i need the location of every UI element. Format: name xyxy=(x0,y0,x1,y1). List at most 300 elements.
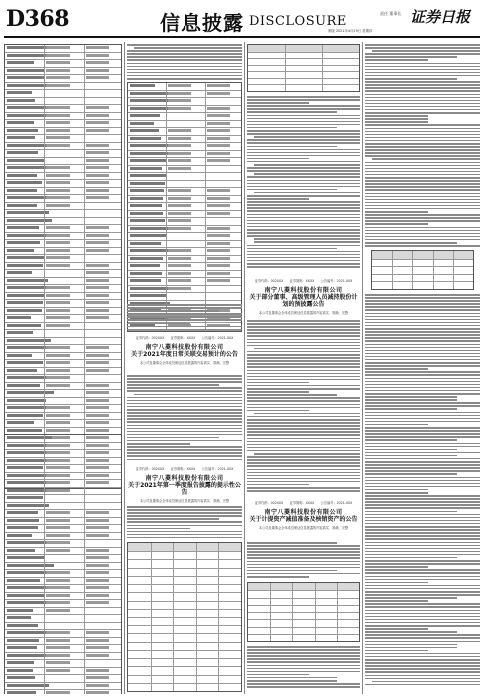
column-divider xyxy=(244,42,245,694)
text-line xyxy=(365,303,480,305)
table-cell xyxy=(86,114,110,117)
text-line xyxy=(365,239,480,241)
announcement-statement: 本公司及董事会全体成员保证信息披露的内容真实、准确、完整 xyxy=(139,361,230,365)
text-line xyxy=(247,545,360,547)
text-line xyxy=(365,347,480,349)
table-cell xyxy=(207,129,230,132)
table-cell xyxy=(46,654,70,657)
text-line xyxy=(127,329,242,331)
table-cell xyxy=(7,526,38,529)
table-cell xyxy=(46,256,70,259)
table-cell xyxy=(7,196,47,199)
table-cell xyxy=(46,69,70,72)
text-line xyxy=(365,529,480,531)
table-cell xyxy=(7,354,32,357)
text-line xyxy=(365,408,457,410)
table-cell xyxy=(7,639,39,642)
table-cell xyxy=(7,376,49,379)
table-row xyxy=(5,68,121,76)
table-cell xyxy=(86,646,110,649)
text-line xyxy=(247,266,360,268)
text-line xyxy=(365,399,457,401)
table-cell xyxy=(7,121,34,124)
text-line xyxy=(365,538,480,540)
text-line xyxy=(365,319,480,321)
table-cell xyxy=(168,107,191,110)
table-cell xyxy=(46,286,70,289)
text-line xyxy=(365,325,480,327)
table-row xyxy=(5,203,121,211)
column-4 xyxy=(365,42,480,694)
text-line xyxy=(247,204,360,206)
table-cell xyxy=(7,466,43,469)
table-row xyxy=(5,225,121,233)
table-row xyxy=(5,218,121,226)
text-line xyxy=(247,320,360,322)
text-line xyxy=(247,674,309,676)
text-line xyxy=(247,422,360,424)
text-line xyxy=(365,337,480,339)
text-line xyxy=(365,368,428,370)
text-line xyxy=(365,205,480,207)
text-line xyxy=(365,495,480,497)
table-row xyxy=(5,518,121,526)
table-row xyxy=(5,248,121,256)
text-line xyxy=(247,121,360,123)
table-row xyxy=(5,210,121,218)
text-line xyxy=(247,186,360,188)
text-line xyxy=(365,128,480,130)
text-line xyxy=(127,528,190,530)
text-line xyxy=(365,446,480,448)
table-cell xyxy=(7,249,34,252)
table-cell xyxy=(130,257,163,260)
column-2 xyxy=(127,42,242,694)
text-line xyxy=(247,245,360,247)
table-cell xyxy=(7,106,52,109)
text-line xyxy=(365,100,480,102)
text-line xyxy=(247,441,360,443)
table-cell xyxy=(86,264,110,267)
table-cell xyxy=(46,579,70,582)
text-line xyxy=(365,631,457,633)
table-row xyxy=(5,60,121,68)
table-cell xyxy=(130,234,167,237)
table-cell xyxy=(86,181,110,184)
text-line xyxy=(365,520,480,522)
text-line xyxy=(247,201,360,203)
table-cell xyxy=(130,167,162,170)
table-row xyxy=(5,645,121,653)
table-row xyxy=(5,353,121,361)
table-row xyxy=(5,503,121,511)
text-line xyxy=(247,564,360,566)
table-cell xyxy=(168,92,191,95)
text-line xyxy=(247,469,360,471)
table-cell xyxy=(207,137,230,140)
text-line xyxy=(127,515,242,517)
table-cell xyxy=(7,181,42,184)
table-cell xyxy=(130,212,163,215)
text-line xyxy=(365,572,480,574)
table-row xyxy=(5,158,121,166)
table-row xyxy=(5,233,121,241)
text-line xyxy=(365,189,480,191)
text-line xyxy=(127,378,242,380)
text-line xyxy=(127,446,242,448)
text-line xyxy=(127,63,242,65)
text-line xyxy=(365,439,457,441)
text-line xyxy=(365,334,480,336)
text-line xyxy=(365,294,480,296)
table-row xyxy=(5,390,121,398)
text-line xyxy=(365,350,480,352)
table-cell xyxy=(7,676,35,679)
table-row xyxy=(128,188,241,196)
table-cell xyxy=(86,594,110,597)
table-row xyxy=(5,188,121,196)
table-cell xyxy=(86,556,110,559)
table-row xyxy=(5,330,121,338)
table-row xyxy=(5,368,121,376)
text-line xyxy=(372,681,480,683)
table-cell xyxy=(86,286,110,289)
text-line xyxy=(365,381,480,383)
table-cell xyxy=(7,399,46,402)
text-line xyxy=(365,362,480,364)
table-row xyxy=(5,638,121,646)
text-line xyxy=(247,357,360,359)
text-line xyxy=(247,118,360,120)
table-cell xyxy=(46,226,70,229)
text-line xyxy=(127,387,242,389)
text-line xyxy=(127,56,242,58)
text-line xyxy=(365,507,480,509)
text-line xyxy=(247,652,360,654)
page-number: D368 xyxy=(6,6,70,32)
text-line xyxy=(247,400,360,402)
table-cell xyxy=(86,406,110,409)
table-row xyxy=(128,226,241,234)
text-line xyxy=(127,316,242,318)
table-cell xyxy=(207,242,230,245)
column-3 xyxy=(247,42,360,694)
text-line xyxy=(247,158,309,160)
table-row xyxy=(5,510,121,518)
text-line xyxy=(247,170,360,172)
table-cell xyxy=(86,399,110,402)
table-cell xyxy=(86,294,110,297)
text-line xyxy=(365,610,480,612)
table-row xyxy=(5,420,121,428)
table-cell xyxy=(86,526,110,529)
text-line xyxy=(127,323,190,325)
text-line xyxy=(127,390,242,392)
text-line xyxy=(247,370,360,372)
company-name: 南宁八菱科技股份有限公司 xyxy=(264,287,343,294)
announcement-title: 关于计提资产减值准备及核销资产的公告 xyxy=(249,516,358,523)
table-row xyxy=(5,143,121,151)
table-cell xyxy=(46,429,70,432)
text-line xyxy=(365,233,480,235)
table-row xyxy=(5,615,121,623)
text-line xyxy=(247,130,360,132)
table-cell xyxy=(130,197,163,200)
table-cell xyxy=(7,661,34,664)
text-line xyxy=(247,382,309,384)
table-cell xyxy=(86,61,110,64)
text-line xyxy=(127,443,190,445)
table-cell xyxy=(86,309,110,312)
text-line xyxy=(254,173,360,175)
table-cell xyxy=(86,436,110,439)
text-line xyxy=(365,551,480,553)
table-row xyxy=(5,360,121,368)
text-line xyxy=(247,487,360,489)
table-cell xyxy=(130,174,167,177)
text-line xyxy=(365,211,428,213)
text-line xyxy=(127,403,242,405)
table-row xyxy=(5,113,121,121)
table-cell xyxy=(7,624,38,627)
text-line xyxy=(365,155,480,157)
table-cell xyxy=(207,264,230,267)
text-line xyxy=(247,576,309,578)
table-cell xyxy=(130,122,154,125)
text-line xyxy=(365,653,480,655)
text-line xyxy=(365,193,480,195)
text-line xyxy=(365,480,480,482)
text-line xyxy=(365,245,480,247)
text-line xyxy=(127,412,242,414)
table-cell xyxy=(168,249,191,252)
text-line xyxy=(127,50,242,52)
table-row xyxy=(5,480,121,488)
text-line xyxy=(365,140,480,142)
text-line xyxy=(127,326,242,328)
text-line xyxy=(254,192,360,194)
table-row xyxy=(128,248,241,256)
text-line xyxy=(127,512,242,514)
text-line xyxy=(127,455,242,457)
text-line xyxy=(365,137,480,139)
text-line xyxy=(127,440,242,442)
column-1 xyxy=(4,42,122,694)
table-cell xyxy=(168,204,191,207)
table-cell xyxy=(7,264,43,267)
text-line xyxy=(127,400,242,402)
text-line xyxy=(254,348,360,350)
table-cell xyxy=(130,227,170,230)
table-row xyxy=(5,608,121,616)
table-cell xyxy=(7,481,34,484)
table-row xyxy=(128,181,241,189)
table-cell xyxy=(46,54,70,57)
text-line xyxy=(127,397,242,399)
text-line xyxy=(247,152,360,154)
table-cell xyxy=(7,684,49,687)
table-cell xyxy=(130,129,159,132)
text-line xyxy=(365,644,457,646)
text-line xyxy=(254,241,360,243)
table-cell xyxy=(168,159,191,162)
table-cell xyxy=(130,144,170,147)
table-cell xyxy=(46,76,70,79)
table-cell xyxy=(168,84,191,87)
table-row xyxy=(5,240,121,248)
text-line xyxy=(365,523,480,525)
table-cell xyxy=(7,586,46,589)
table-cell xyxy=(86,46,110,49)
table-row xyxy=(5,398,121,406)
table-cell xyxy=(7,226,39,229)
table-cell xyxy=(46,189,70,192)
text-line xyxy=(365,415,480,417)
text-line xyxy=(365,81,480,83)
table-row xyxy=(5,75,121,83)
table-cell xyxy=(7,211,49,214)
table-cell xyxy=(86,76,110,79)
text-line xyxy=(127,531,242,533)
text-line xyxy=(365,309,480,311)
text-line xyxy=(365,387,480,389)
table-cell xyxy=(130,272,162,275)
text-line xyxy=(127,415,242,417)
table-row xyxy=(128,218,241,226)
text-line xyxy=(365,63,480,65)
announcement-statement: 本公司及董事会全体成员保证信息披露的内容真实、准确、完整 xyxy=(258,526,349,530)
text-line xyxy=(247,251,360,253)
table-cell xyxy=(86,234,110,237)
text-line xyxy=(247,397,360,399)
table-cell xyxy=(207,279,230,282)
table-cell xyxy=(168,219,191,222)
table-cell xyxy=(207,107,230,110)
text-line xyxy=(247,323,360,325)
text-line xyxy=(127,428,242,430)
table-cell xyxy=(7,331,33,334)
table-cell xyxy=(168,212,191,215)
table-row xyxy=(5,270,121,278)
table-cell xyxy=(7,294,44,297)
table-cell xyxy=(46,241,70,244)
text-line xyxy=(127,75,242,77)
table-cell xyxy=(46,601,70,604)
text-line xyxy=(365,165,480,167)
table-cell xyxy=(168,189,191,192)
table-cell xyxy=(168,272,191,275)
text-line xyxy=(127,310,219,312)
text-line xyxy=(247,124,360,126)
text-line xyxy=(127,66,242,68)
text-line xyxy=(247,410,309,412)
text-line xyxy=(372,50,480,52)
text-line xyxy=(365,124,480,126)
table-cell xyxy=(7,556,45,559)
table-cell xyxy=(7,286,48,289)
table-row xyxy=(128,136,241,144)
text-line xyxy=(365,115,428,117)
table-row xyxy=(128,278,241,286)
text-line xyxy=(247,214,360,216)
table-cell xyxy=(86,189,110,192)
table-cell xyxy=(86,106,110,109)
table-cell xyxy=(168,279,191,282)
table-row xyxy=(5,83,121,91)
table-cell xyxy=(130,189,164,192)
table-cell xyxy=(86,511,110,514)
table-cell xyxy=(130,114,160,117)
text-line xyxy=(365,112,480,114)
text-line xyxy=(247,573,360,575)
data-table xyxy=(247,582,360,642)
text-line xyxy=(365,603,480,605)
text-line xyxy=(365,588,480,590)
table-row xyxy=(128,143,241,151)
text-line xyxy=(247,649,360,651)
text-line xyxy=(365,585,480,587)
table-row xyxy=(5,653,121,661)
table-row xyxy=(5,690,121,694)
text-line xyxy=(365,517,480,519)
text-line xyxy=(247,671,360,673)
text-line xyxy=(365,569,480,571)
table-row xyxy=(128,286,241,294)
table-cell xyxy=(86,69,110,72)
table-cell xyxy=(207,122,230,125)
table-row xyxy=(5,105,121,113)
text-line xyxy=(247,554,360,556)
table-row xyxy=(5,435,121,443)
table-cell xyxy=(46,121,70,124)
table-cell xyxy=(7,324,41,327)
text-line xyxy=(365,647,457,649)
table-cell xyxy=(168,287,191,290)
text-line xyxy=(247,111,337,113)
table-cell xyxy=(7,301,43,304)
table-cell xyxy=(86,639,110,642)
table-row xyxy=(5,540,121,548)
stock-code-line: 证券代码：002XXX 证券简称：XXXX 公告编号：2021-0XX xyxy=(254,279,353,283)
text-line xyxy=(365,390,480,392)
text-line xyxy=(247,668,360,670)
table-cell xyxy=(130,294,166,297)
table-row xyxy=(5,195,121,203)
table-cell xyxy=(86,631,110,634)
text-line xyxy=(247,407,360,409)
text-line xyxy=(247,176,360,178)
text-line xyxy=(365,143,480,145)
announcement-heading xyxy=(247,278,360,315)
table-cell xyxy=(46,181,70,184)
table-cell xyxy=(7,579,40,582)
table-cell xyxy=(46,324,70,327)
text-line xyxy=(247,391,309,393)
table-cell xyxy=(86,391,110,394)
text-line xyxy=(365,106,480,108)
table-cell xyxy=(46,526,70,529)
table-row xyxy=(5,255,121,263)
table-row xyxy=(5,278,121,286)
table-cell xyxy=(46,466,70,469)
text-line xyxy=(127,53,242,55)
table-cell xyxy=(7,61,34,64)
text-line xyxy=(365,227,480,229)
table-cell xyxy=(86,384,110,387)
table-cell xyxy=(86,564,110,567)
table-cell xyxy=(7,166,48,169)
table-row xyxy=(5,555,121,563)
